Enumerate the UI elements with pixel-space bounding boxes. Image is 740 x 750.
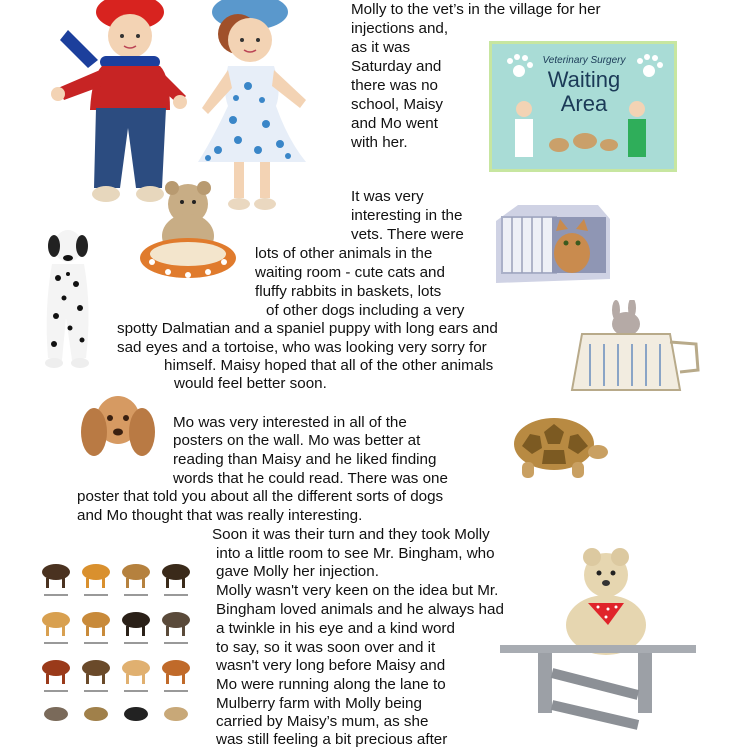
story-line: carried by Maisy’s mum, as she xyxy=(216,713,429,730)
story-line: school, Maisy xyxy=(351,96,444,113)
story-line: himself. Maisy hoped that all of the other animals xyxy=(164,357,494,374)
story-line: Mo were running along the lane to xyxy=(216,676,446,693)
story-line: Saturday and xyxy=(351,58,442,75)
spaniel-puppy-image xyxy=(76,388,160,460)
story-line: Mo was very interested in all of the xyxy=(173,414,407,431)
story-line: vets. There were xyxy=(351,226,464,243)
story-line: Molly to the vet’s in the village for her xyxy=(351,1,601,18)
story-line: Bingham loved animals and he always had xyxy=(216,601,504,618)
story-line: fluffy rabbits in baskets, lots xyxy=(255,283,442,300)
cat-carrier-image xyxy=(488,191,616,291)
story-line: lots of other animals in the xyxy=(255,245,433,262)
story-line: and Mo thought that was really interesting. xyxy=(77,507,363,524)
story-line: Soon it was their turn and they took Molly xyxy=(212,526,490,543)
story-line: there was no xyxy=(351,77,438,94)
story-line: with her. xyxy=(351,134,408,151)
story-line: into a little room to see Mr. Bingham, who xyxy=(216,545,495,562)
sign-line1-text: Waiting xyxy=(547,67,621,92)
story-line: wasn't very long before Maisy and xyxy=(216,657,446,674)
story-line: injections and, xyxy=(351,20,449,37)
rabbit-basket-image xyxy=(560,300,702,400)
story-line: sad eyes and a tortoise, who was looking very sorry for xyxy=(117,339,487,356)
dog-breeds-poster-image xyxy=(38,552,198,736)
story-line: Mulberry farm with Molly being xyxy=(216,695,422,712)
story-line: It was very xyxy=(351,188,424,205)
story-line: to say, so it was soon over and it xyxy=(216,639,436,656)
story-line: reading than Maisy and he liked finding xyxy=(173,451,437,468)
story-line: would feel better soon. xyxy=(174,375,327,392)
story-line: a twinkle in his eye and a kind word xyxy=(216,620,455,637)
story-line: Molly wasn't very keen on the idea but Mr. xyxy=(216,582,499,599)
story-line: interesting in the xyxy=(351,207,463,224)
story-line: spotty Dalmatian and a spaniel puppy with long ears and xyxy=(117,320,498,337)
story-line: gave Molly her injection. xyxy=(216,563,379,580)
story-line: of other dogs including a very xyxy=(266,302,465,319)
story-line: as it was xyxy=(351,39,411,56)
story-line: words that he could read. There was one xyxy=(173,470,448,487)
teddy-vet-table-image xyxy=(498,545,698,736)
story-line: waiting room - cute cats and xyxy=(255,264,445,281)
waiting-area-sign-image xyxy=(489,41,677,172)
story-line: poster that told you about all the different sorts of dogs xyxy=(77,488,444,505)
dalmatian-image xyxy=(34,228,100,370)
tortoise-image xyxy=(500,410,610,488)
story-line: was still feeling a bit precious after xyxy=(216,731,448,748)
story-line: and Mo went xyxy=(351,115,438,132)
story-line: posters on the wall. Mo was better at xyxy=(173,432,421,449)
sign-line2-text: Area xyxy=(560,91,608,116)
teddy-basket-image xyxy=(138,180,240,284)
sign-top-text: Veterinary Surgery xyxy=(542,55,626,66)
